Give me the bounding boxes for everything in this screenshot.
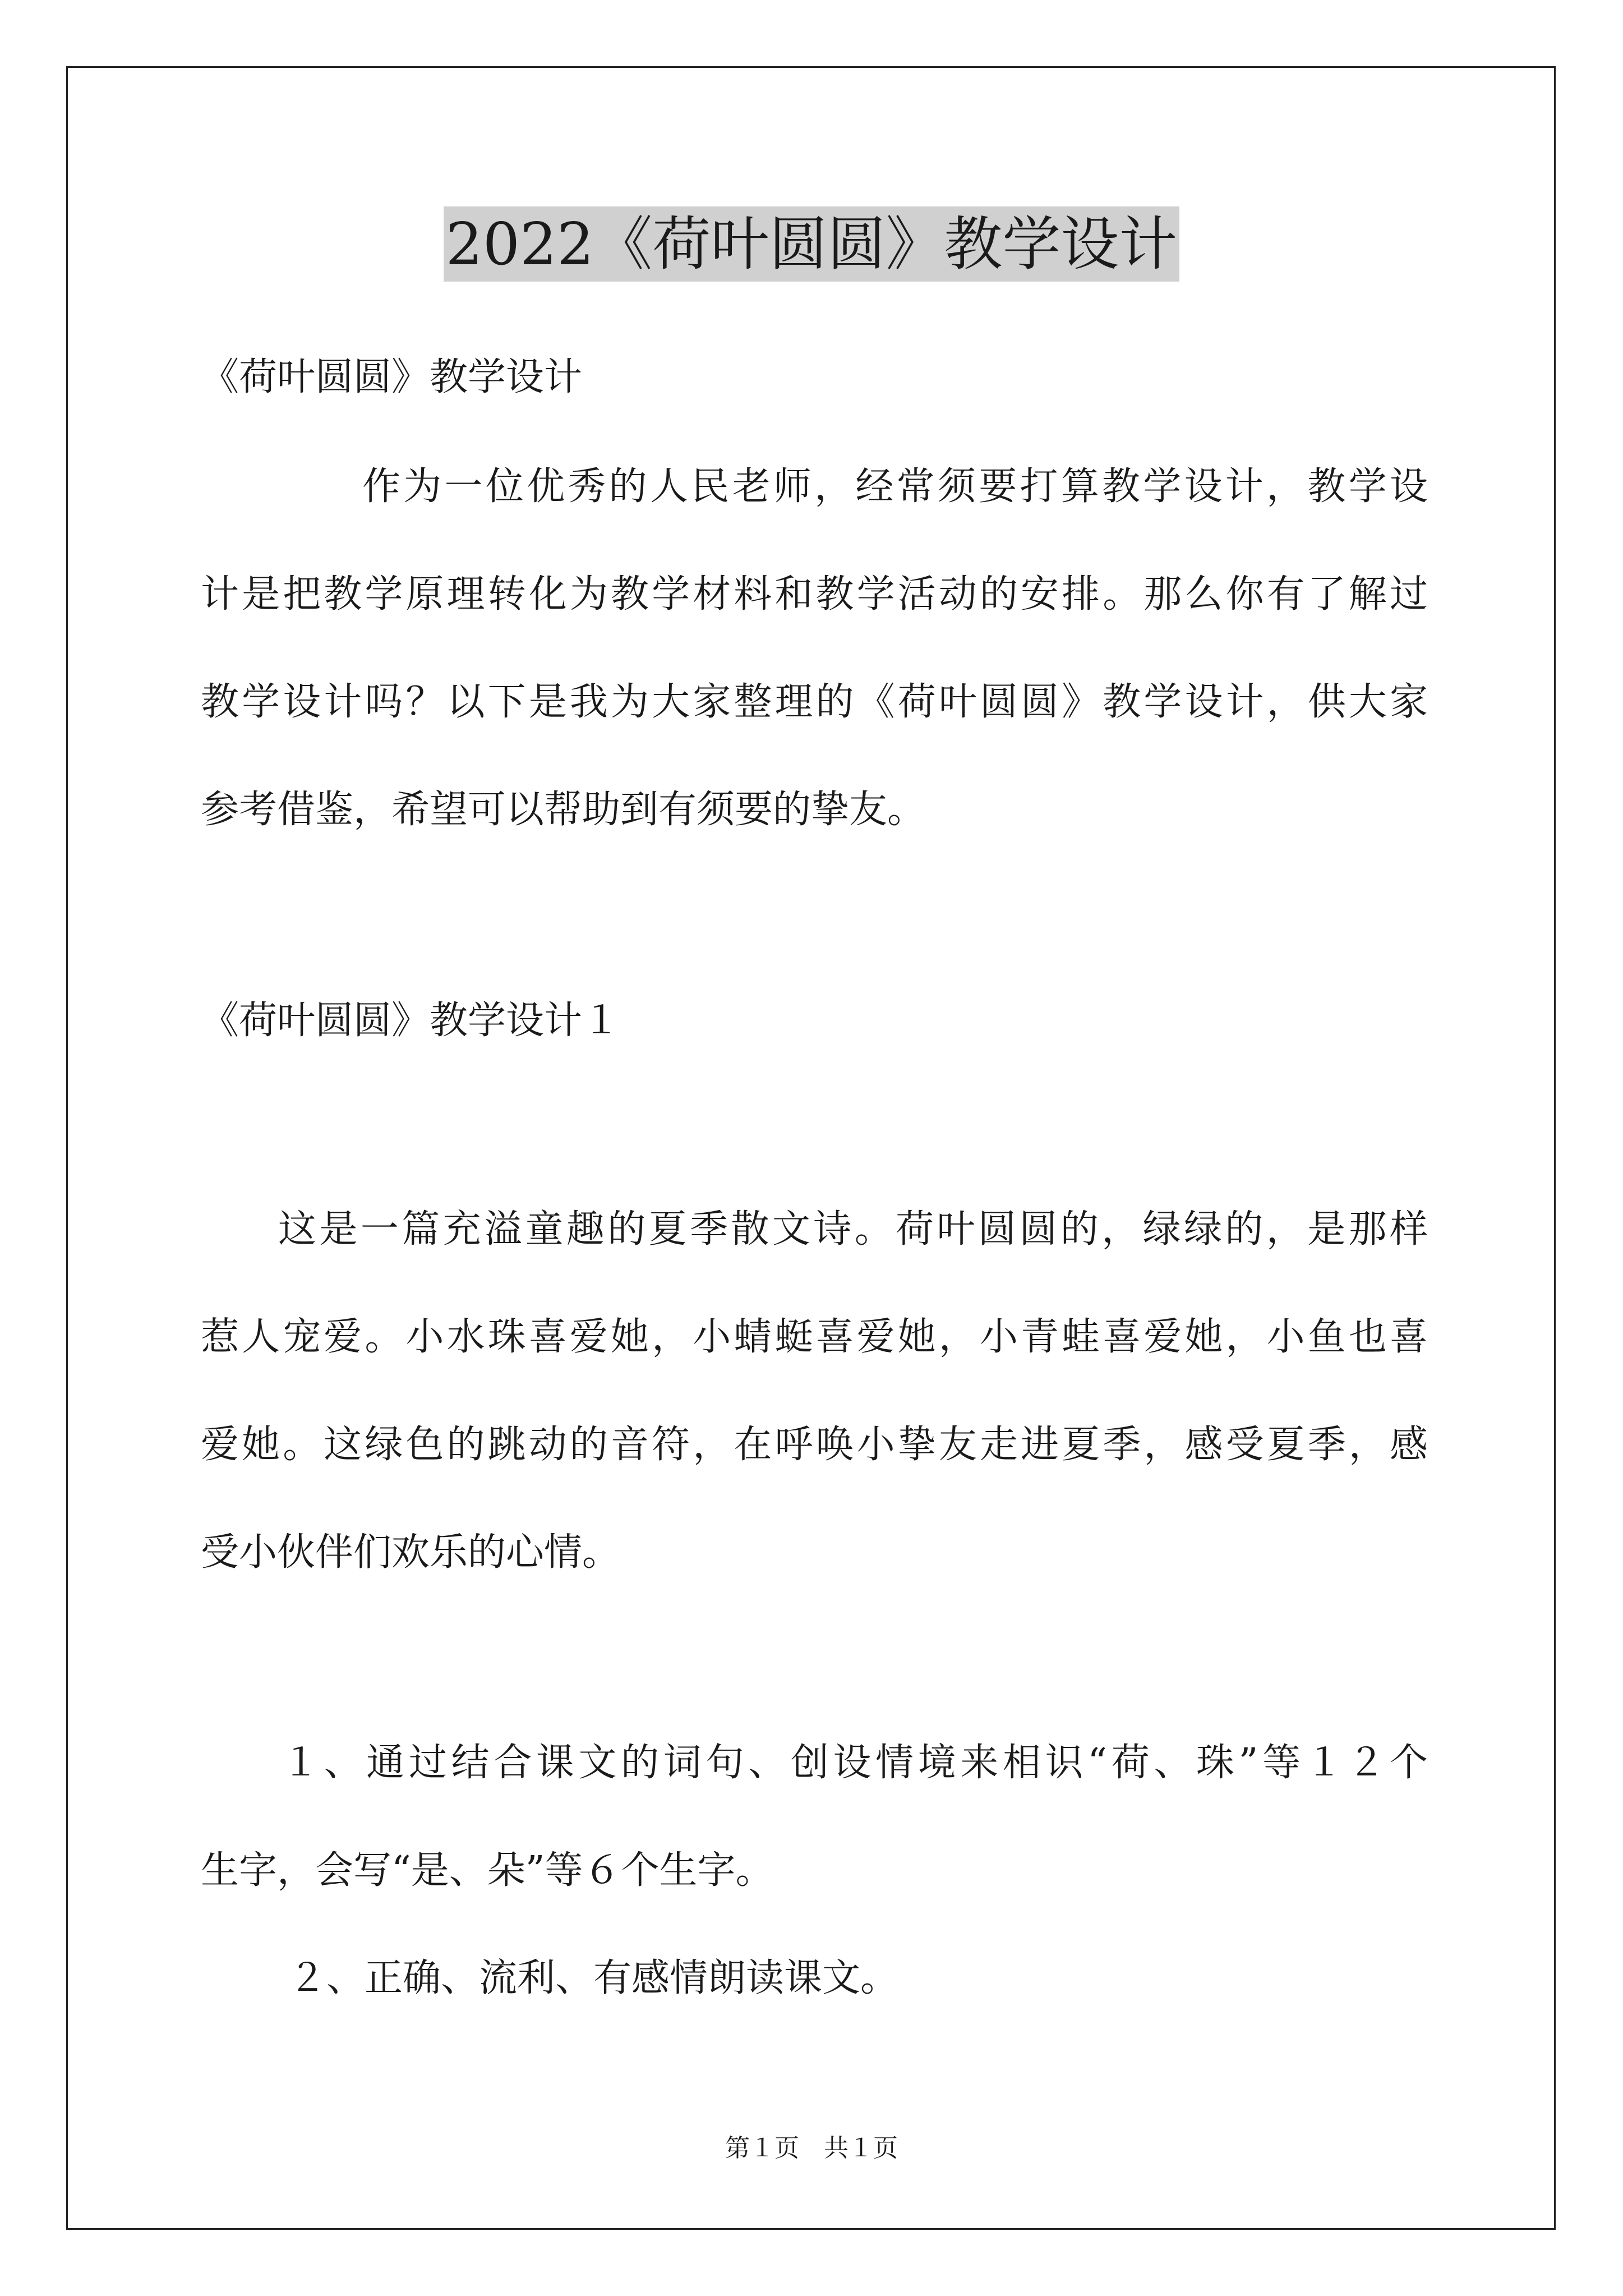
body-line-1: 这是一篇充溢童趣的夏季散文诗。荷叶圆圆的，绿绿的，是那样 [278, 1207, 1428, 1251]
body-line-4: 受小伙伴们欢乐的心情。 [201, 1530, 621, 1575]
subtitle: 《荷叶圆圆》教学设计 [201, 355, 583, 399]
objective-1-line-2: 生字，会写“是、朵”等６个生字。 [201, 1848, 774, 1893]
intro-line-2: 计是把教学原理转化为教学材料和教学活动的安排。那么你有了解过 [201, 572, 1428, 616]
body-line-2: 惹人宠爱。小水珠喜爱她，小蜻蜓喜爱她，小青蛙喜爱她，小鱼也喜 [201, 1315, 1428, 1359]
body-line-3: 爱她。这绿色的跳动的音符，在呼唤小挚友走进夏季，感受夏季，感 [201, 1423, 1428, 1467]
intro-line-4: 参考借鉴，希望可以帮助到有须要的挚友。 [201, 788, 926, 832]
section-heading: 《荷叶圆圆》教学设计１ [201, 999, 621, 1043]
page-footer [0, 2132, 1623, 2165]
page-number: 第１页 共１页 [725, 2134, 898, 2162]
intro-line-1: 作为一位优秀的人民老师，经常须要打算教学设计，教学设 [362, 464, 1428, 509]
document-title [0, 205, 1623, 283]
intro-line-3: 教学设计吗？以下是我为大家整理的《荷叶圆圆》教学设计，供大家 [201, 680, 1428, 724]
objective-2: ２、正确、流利、有感情朗读课文。 [288, 1956, 899, 2000]
objective-1-line-1: １、通过结合课文的词句、创设情境来相识“荷、珠”等１２个 [282, 1741, 1428, 1785]
document-title-text: 2022《荷叶圆圆》教学设计 [444, 206, 1180, 282]
